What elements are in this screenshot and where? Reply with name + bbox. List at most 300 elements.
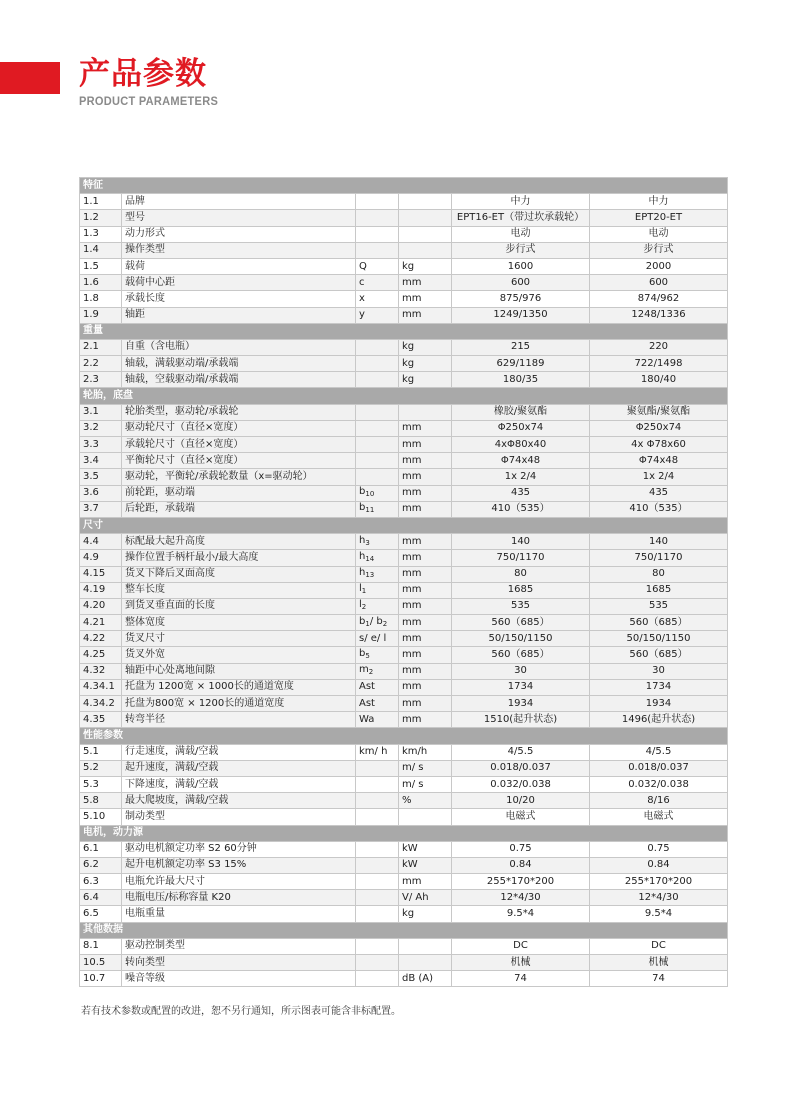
value-model-2: 255*170*200 <box>590 874 728 890</box>
item-number: 4.34.1 <box>80 679 122 695</box>
value-model-1: 1x 2/4 <box>452 469 590 485</box>
value-model-1: Φ250x74 <box>452 420 590 436</box>
item-name: 下降速度，满载/空载 <box>122 776 356 792</box>
table-row <box>80 226 728 242</box>
value-model-1: 1600 <box>452 258 590 274</box>
item-name: 整车长度 <box>122 582 356 598</box>
item-symbol <box>356 291 399 307</box>
item-number: 4.22 <box>80 631 122 647</box>
table-row <box>80 566 728 582</box>
item-name: 前轮距，驱动端 <box>122 485 356 501</box>
value-model-1: 410（535） <box>452 501 590 517</box>
table-row <box>80 550 728 566</box>
table-row <box>80 307 728 323</box>
value-model-1: 电磁式 <box>452 809 590 825</box>
item-symbol <box>356 550 399 566</box>
item-symbol <box>356 501 399 517</box>
spec-table <box>79 177 728 987</box>
page-title: 产品参数 <box>79 56 207 92</box>
item-name: 转弯半径 <box>122 712 356 728</box>
value-model-2: DC <box>590 938 728 954</box>
item-unit: mm <box>399 631 452 647</box>
item-name: 轴距中心处离地间隙 <box>122 663 356 679</box>
value-model-2: 电动 <box>590 226 728 242</box>
table-row <box>80 339 728 355</box>
item-name: 操作类型 <box>122 242 356 258</box>
table-row <box>80 760 728 776</box>
item-unit: kg <box>399 258 452 274</box>
item-symbol <box>356 453 399 469</box>
item-number: 4.21 <box>80 615 122 631</box>
item-unit: mm <box>399 291 452 307</box>
item-symbol <box>356 874 399 890</box>
item-symbol <box>356 938 399 954</box>
item-name: 轮胎类型，驱动轮/承载轮 <box>122 404 356 420</box>
item-number: 5.10 <box>80 809 122 825</box>
item-symbol <box>356 841 399 857</box>
item-number: 2.1 <box>80 339 122 355</box>
item-name: 货叉尺寸 <box>122 631 356 647</box>
item-name: 平衡轮尺寸（直径×宽度） <box>122 453 356 469</box>
item-name: 操作位置手柄杆最小/最大高度 <box>122 550 356 566</box>
value-model-2: 1934 <box>590 696 728 712</box>
item-unit: mm <box>399 598 452 614</box>
value-model-1: 0.75 <box>452 841 590 857</box>
item-number: 6.4 <box>80 890 122 906</box>
item-symbol <box>356 307 399 323</box>
symbol-text: Ast <box>359 681 375 693</box>
value-model-1: Φ74x48 <box>452 453 590 469</box>
value-model-2: 聚氨酯/聚氨酯 <box>590 404 728 420</box>
symbol-subscript: 2 <box>368 668 374 677</box>
item-symbol <box>356 890 399 906</box>
table-row <box>80 242 728 258</box>
item-unit: mm <box>399 307 452 323</box>
item-symbol <box>356 566 399 582</box>
value-model-1: 步行式 <box>452 242 590 258</box>
item-number: 3.1 <box>80 404 122 420</box>
value-model-2: 0.018/0.037 <box>590 760 728 776</box>
section-header <box>80 825 728 841</box>
item-name: 型号 <box>122 210 356 226</box>
item-symbol <box>356 679 399 695</box>
table-row <box>80 809 728 825</box>
value-model-1: 600 <box>452 275 590 291</box>
value-model-1: 1510(起升状态) <box>452 712 590 728</box>
item-number: 5.2 <box>80 760 122 776</box>
value-model-2: 874/962 <box>590 291 728 307</box>
item-symbol <box>356 582 399 598</box>
item-unit <box>399 242 452 258</box>
symbol-text: b <box>359 648 366 660</box>
value-model-2: 1x 2/4 <box>590 469 728 485</box>
symbol-text: Wa <box>359 713 375 725</box>
section-title: 轮胎，底盘 <box>80 388 728 404</box>
item-unit: mm <box>399 663 452 679</box>
symbol-text-2: / b <box>369 615 383 627</box>
section-header <box>80 922 728 938</box>
table-row <box>80 420 728 436</box>
table-row <box>80 453 728 469</box>
item-number: 4.15 <box>80 566 122 582</box>
item-unit: mm <box>399 469 452 485</box>
section-header <box>80 517 728 533</box>
item-symbol <box>356 955 399 971</box>
item-symbol <box>356 420 399 436</box>
item-symbol <box>356 485 399 501</box>
value-model-2: Φ74x48 <box>590 453 728 469</box>
value-model-1: 1249/1350 <box>452 307 590 323</box>
symbol-subscript: 3 <box>365 538 370 547</box>
value-model-1: 4xΦ80x40 <box>452 437 590 453</box>
item-unit: m/ s <box>399 760 452 776</box>
item-unit: mm <box>399 582 452 598</box>
value-model-2: 180/40 <box>590 372 728 388</box>
item-unit: kW <box>399 841 452 857</box>
item-name: 行走速度，满载/空载 <box>122 744 356 760</box>
symbol-text: Q <box>359 260 367 272</box>
value-model-2: 0.75 <box>590 841 728 857</box>
symbol-subscript: 13 <box>365 571 375 580</box>
table-row <box>80 469 728 485</box>
symbol-text: s/ e/ l <box>359 632 387 644</box>
value-model-2: 50/150/1150 <box>590 631 728 647</box>
item-unit: dB (A) <box>399 971 452 987</box>
item-unit: mm <box>399 550 452 566</box>
value-model-2: 2000 <box>590 258 728 274</box>
section-header <box>80 728 728 744</box>
item-unit <box>399 809 452 825</box>
value-model-2: 0.032/0.038 <box>590 776 728 792</box>
footnote: 若有技术参数或配置的改进，恕不另行通知，所示图表可能含非标配置。 <box>81 1006 401 1017</box>
symbol-subscript: 1 <box>361 587 367 596</box>
item-unit: kg <box>399 339 452 355</box>
value-model-2: 1496(起升状态) <box>590 712 728 728</box>
value-model-1: 1734 <box>452 679 590 695</box>
section-title: 重量 <box>80 323 728 339</box>
table-row <box>80 663 728 679</box>
item-unit: mm <box>399 275 452 291</box>
item-name: 制动类型 <box>122 809 356 825</box>
item-symbol <box>356 647 399 663</box>
value-model-1: 中力 <box>452 194 590 210</box>
table-row <box>80 857 728 873</box>
value-model-1: 80 <box>452 566 590 582</box>
symbol-text: Ast <box>359 697 375 709</box>
symbol-subscript: 1 <box>365 619 370 628</box>
item-number: 1.8 <box>80 291 122 307</box>
item-number: 1.4 <box>80 242 122 258</box>
item-symbol <box>356 356 399 372</box>
symbol-text: y <box>359 309 365 321</box>
item-symbol <box>356 744 399 760</box>
value-model-2: 722/1498 <box>590 356 728 372</box>
value-model-1: 0.018/0.037 <box>452 760 590 776</box>
value-model-2: 750/1170 <box>590 550 728 566</box>
item-symbol <box>356 194 399 210</box>
item-symbol <box>356 760 399 776</box>
table-row <box>80 955 728 971</box>
value-model-1: 电动 <box>452 226 590 242</box>
value-model-2: 机械 <box>590 955 728 971</box>
item-number: 3.4 <box>80 453 122 469</box>
item-unit: mm <box>399 566 452 582</box>
section-header <box>80 178 728 194</box>
item-number: 4.35 <box>80 712 122 728</box>
item-symbol <box>356 339 399 355</box>
table-row <box>80 647 728 663</box>
table-row <box>80 696 728 712</box>
item-number: 1.5 <box>80 258 122 274</box>
symbol-subscript: 2 <box>361 603 367 612</box>
item-unit: mm <box>399 712 452 728</box>
table-row <box>80 582 728 598</box>
item-unit: mm <box>399 679 452 695</box>
item-number: 1.1 <box>80 194 122 210</box>
item-name: 电瓶电压/标称容量 K20 <box>122 890 356 906</box>
item-unit: V/ Ah <box>399 890 452 906</box>
item-symbol <box>356 615 399 631</box>
item-number: 5.8 <box>80 793 122 809</box>
value-model-2: 9.5*4 <box>590 906 728 922</box>
item-number: 8.1 <box>80 938 122 954</box>
item-symbol <box>356 469 399 485</box>
value-model-1: 560（685） <box>452 647 590 663</box>
item-name: 整体宽度 <box>122 615 356 631</box>
value-model-2: 74 <box>590 971 728 987</box>
value-model-2: 140 <box>590 534 728 550</box>
table-row <box>80 615 728 631</box>
table-row <box>80 841 728 857</box>
section-title: 尺寸 <box>80 517 728 533</box>
item-symbol <box>356 793 399 809</box>
item-unit <box>399 210 452 226</box>
item-number: 5.1 <box>80 744 122 760</box>
section-header <box>80 388 728 404</box>
item-name: 驱动电机额定功率 S2 60分钟 <box>122 841 356 857</box>
table-row <box>80 275 728 291</box>
item-unit: mm <box>399 615 452 631</box>
red-accent-bar <box>0 62 60 94</box>
symbol-text: b <box>359 615 366 627</box>
item-symbol <box>356 776 399 792</box>
symbol-subscript: 5 <box>365 652 370 661</box>
value-model-2: 步行式 <box>590 242 728 258</box>
item-unit <box>399 938 452 954</box>
value-model-2: 0.84 <box>590 857 728 873</box>
table-row <box>80 631 728 647</box>
item-number: 1.3 <box>80 226 122 242</box>
value-model-1: 50/150/1150 <box>452 631 590 647</box>
item-number: 3.6 <box>80 485 122 501</box>
value-model-1: 140 <box>452 534 590 550</box>
value-model-1: 9.5*4 <box>452 906 590 922</box>
item-name: 驱动轮，平衡轮/承载轮数量（x=驱动轮） <box>122 469 356 485</box>
item-name: 载荷中心距 <box>122 275 356 291</box>
item-number: 1.2 <box>80 210 122 226</box>
item-symbol <box>356 226 399 242</box>
item-number: 2.3 <box>80 372 122 388</box>
value-model-2: 1248/1336 <box>590 307 728 323</box>
item-unit: km/h <box>399 744 452 760</box>
value-model-1: 560（685） <box>452 615 590 631</box>
item-number: 4.20 <box>80 598 122 614</box>
item-symbol <box>356 534 399 550</box>
symbol-text: h <box>359 567 366 579</box>
item-symbol <box>356 906 399 922</box>
value-model-2: 1734 <box>590 679 728 695</box>
item-name: 噪音等级 <box>122 971 356 987</box>
item-number: 4.19 <box>80 582 122 598</box>
item-unit: m/ s <box>399 776 452 792</box>
item-number: 4.32 <box>80 663 122 679</box>
item-symbol <box>356 242 399 258</box>
symbol-text: b <box>359 486 366 498</box>
value-model-2: 220 <box>590 339 728 355</box>
item-number: 6.1 <box>80 841 122 857</box>
item-name: 货叉外宽 <box>122 647 356 663</box>
value-model-2: 80 <box>590 566 728 582</box>
item-name: 货叉下降后叉面高度 <box>122 566 356 582</box>
item-unit: mm <box>399 647 452 663</box>
item-name: 标配最大起升高度 <box>122 534 356 550</box>
item-unit: mm <box>399 874 452 890</box>
value-model-2: 4x Φ78x60 <box>590 437 728 453</box>
item-name: 到货叉垂直面的长度 <box>122 598 356 614</box>
value-model-2: 560（685） <box>590 647 728 663</box>
symbol-text: b <box>359 502 366 514</box>
page-subtitle: PRODUCT PARAMETERS <box>79 94 219 108</box>
item-number: 6.5 <box>80 906 122 922</box>
table-row <box>80 890 728 906</box>
item-number: 6.3 <box>80 874 122 890</box>
symbol-text: km/ h <box>359 746 388 758</box>
value-model-2: 4/5.5 <box>590 744 728 760</box>
table-row <box>80 372 728 388</box>
item-symbol <box>356 372 399 388</box>
item-number: 4.4 <box>80 534 122 550</box>
item-name: 轴载，空载驱动端/承载端 <box>122 372 356 388</box>
value-model-1: 435 <box>452 485 590 501</box>
symbol-subscript: 11 <box>365 506 375 515</box>
value-model-2: 30 <box>590 663 728 679</box>
table-row <box>80 776 728 792</box>
value-model-1: 629/1189 <box>452 356 590 372</box>
table-row <box>80 598 728 614</box>
item-symbol <box>356 663 399 679</box>
item-unit: mm <box>399 485 452 501</box>
value-model-2: 535 <box>590 598 728 614</box>
value-model-1: 215 <box>452 339 590 355</box>
item-unit <box>399 226 452 242</box>
item-name: 驱动轮尺寸（直径×宽度） <box>122 420 356 436</box>
item-number: 3.7 <box>80 501 122 517</box>
item-symbol <box>356 696 399 712</box>
item-symbol <box>356 857 399 873</box>
value-model-2: 中力 <box>590 194 728 210</box>
value-model-1: 橡胶/聚氨酯 <box>452 404 590 420</box>
table-row <box>80 938 728 954</box>
item-name: 起升速度，满载/空载 <box>122 760 356 776</box>
item-unit: kW <box>399 857 452 873</box>
value-model-2: 435 <box>590 485 728 501</box>
item-unit <box>399 404 452 420</box>
item-unit: kg <box>399 372 452 388</box>
value-model-1: DC <box>452 938 590 954</box>
symbol-text: c <box>359 276 365 288</box>
table-row <box>80 437 728 453</box>
value-model-1: 30 <box>452 663 590 679</box>
table-row <box>80 404 728 420</box>
item-unit: kg <box>399 356 452 372</box>
item-number: 3.5 <box>80 469 122 485</box>
value-model-1: 74 <box>452 971 590 987</box>
symbol-text: h <box>359 534 366 546</box>
table-row <box>80 210 728 226</box>
item-name: 载荷 <box>122 258 356 274</box>
item-unit: mm <box>399 696 452 712</box>
symbol-subscript-2: 2 <box>382 619 388 628</box>
value-model-1: 0.032/0.038 <box>452 776 590 792</box>
symbol-text: m <box>359 664 369 676</box>
item-number: 4.25 <box>80 647 122 663</box>
value-model-1: 750/1170 <box>452 550 590 566</box>
table-row <box>80 793 728 809</box>
table-row <box>80 356 728 372</box>
symbol-text: l <box>359 583 362 595</box>
value-model-2: 410（535） <box>590 501 728 517</box>
value-model-2: Φ250x74 <box>590 420 728 436</box>
item-symbol <box>356 210 399 226</box>
item-number: 10.7 <box>80 971 122 987</box>
section-title: 其他数据 <box>80 922 728 938</box>
section-title: 特征 <box>80 178 728 194</box>
item-unit <box>399 194 452 210</box>
symbol-subscript: 14 <box>365 554 375 563</box>
value-model-1: 1934 <box>452 696 590 712</box>
item-name: 托盘为800宽 × 1200长的通道宽度 <box>122 696 356 712</box>
item-name: 最大爬坡度，满载/空载 <box>122 793 356 809</box>
table-row <box>80 194 728 210</box>
item-number: 1.9 <box>80 307 122 323</box>
item-symbol <box>356 809 399 825</box>
item-name: 电瓶允许最大尺寸 <box>122 874 356 890</box>
value-model-1: 255*170*200 <box>452 874 590 890</box>
item-unit <box>399 955 452 971</box>
value-model-1: 0.84 <box>452 857 590 873</box>
value-model-2: 电磁式 <box>590 809 728 825</box>
value-model-1: 12*4/30 <box>452 890 590 906</box>
item-name: 承载长度 <box>122 291 356 307</box>
value-model-2: 600 <box>590 275 728 291</box>
item-name: 轴载，满载驱动端/承载端 <box>122 356 356 372</box>
value-model-2: 12*4/30 <box>590 890 728 906</box>
item-unit: mm <box>399 501 452 517</box>
item-name: 品牌 <box>122 194 356 210</box>
item-number: 6.2 <box>80 857 122 873</box>
item-name: 自重（含电瓶） <box>122 339 356 355</box>
item-symbol <box>356 404 399 420</box>
section-header <box>80 323 728 339</box>
item-number: 5.3 <box>80 776 122 792</box>
item-symbol <box>356 712 399 728</box>
item-symbol <box>356 258 399 274</box>
item-unit: kg <box>399 906 452 922</box>
item-unit: mm <box>399 453 452 469</box>
item-unit: mm <box>399 437 452 453</box>
table-row <box>80 712 728 728</box>
value-model-1: 4/5.5 <box>452 744 590 760</box>
